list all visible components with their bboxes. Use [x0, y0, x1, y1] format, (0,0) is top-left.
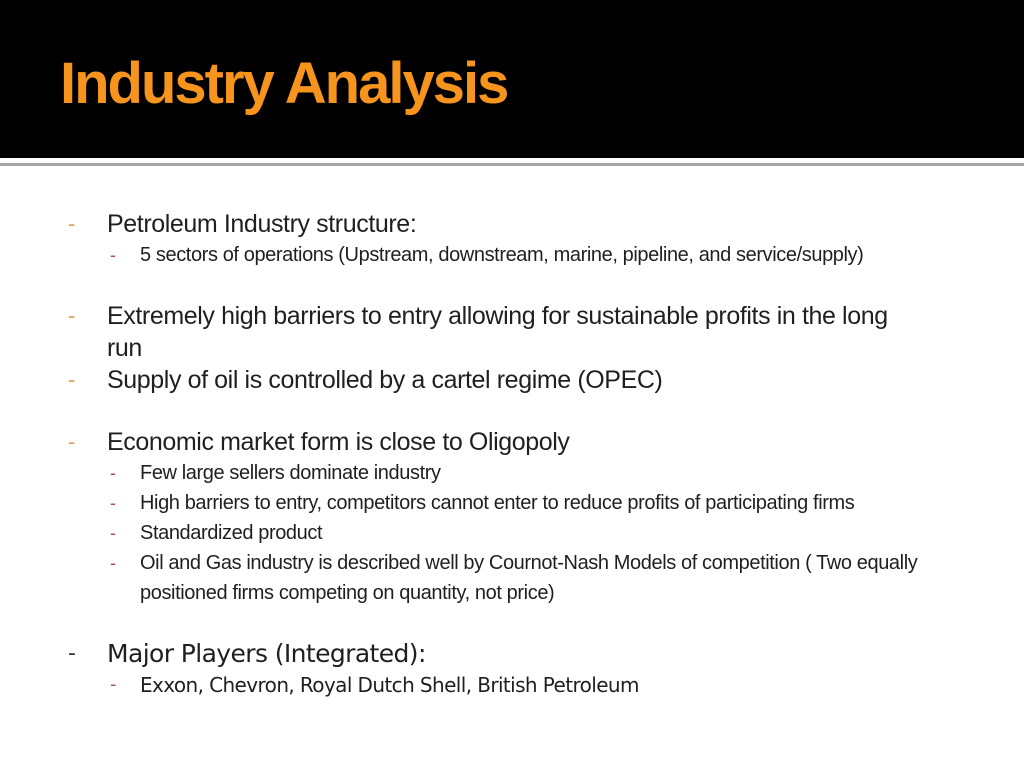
- bullet-text: Petroleum Industry structure:: [107, 210, 417, 238]
- sub-bullet-item: [0, 518, 1024, 548]
- bullet-text: 5 sectors of operations (Upstream, downstream, marine, pipeline, and service/supply): [140, 244, 864, 266]
- bullet-group-gap: [0, 396, 1024, 426]
- dash-bullet-marker: -: [68, 367, 75, 392]
- bullet-text: Few large sellers dominate industry: [140, 462, 441, 484]
- bullet-item: [0, 638, 1024, 670]
- bullet-item: [0, 426, 1024, 458]
- slide-header-band: [0, 0, 1024, 158]
- bullet-text: Standardized product: [140, 522, 323, 544]
- dash-bullet-marker: -: [110, 463, 116, 483]
- sub-bullet-item: [0, 240, 1024, 270]
- dash-bullet-marker: -: [110, 674, 116, 695]
- bullet-text: Supply of oil is controlled by a cartel regime (OPEC): [107, 366, 663, 394]
- bullet-item: [0, 208, 1024, 240]
- dash-bullet-marker: -: [68, 641, 76, 666]
- sub-bullet-item: [0, 458, 1024, 488]
- bullet-text: Economic market form is close to Oligopoly: [107, 428, 570, 456]
- bullet-text: High barriers to entry, competitors cannot enter to reduce profits of participating firms: [140, 492, 855, 514]
- dash-bullet-marker: -: [68, 429, 75, 454]
- bullet-text: Exxon, Chevron, Royal Dutch Shell, British Petroleum: [140, 673, 639, 697]
- bullet-group-gap: [0, 608, 1024, 638]
- dash-bullet-marker: -: [110, 553, 116, 573]
- bullet-text: Extremely high barriers to entry allowing for sustainable profits in the long run: [107, 302, 888, 362]
- dash-bullet-marker: -: [110, 523, 116, 543]
- bullet-item: [0, 364, 1024, 396]
- slide-title: Industry Analysis: [60, 51, 508, 116]
- sub-bullet-item: [0, 488, 1024, 518]
- bullet-item: [0, 300, 1024, 364]
- dash-bullet-marker: -: [68, 211, 75, 236]
- bullet-text: Major Players (Integrated):: [107, 639, 426, 668]
- bullet-text: Oil and Gas industry is described well by Cournot-Nash Models of competition ( Two equally positioned firms competing on quantity, not price): [140, 552, 918, 604]
- sub-bullet-item: [0, 670, 1024, 700]
- dash-bullet-marker: -: [110, 245, 116, 265]
- dash-bullet-marker: -: [68, 303, 75, 328]
- sub-bullet-item: [0, 548, 1024, 608]
- slide-body: [0, 166, 1024, 700]
- dash-bullet-marker: -: [110, 493, 116, 513]
- bullet-group-gap: [0, 270, 1024, 300]
